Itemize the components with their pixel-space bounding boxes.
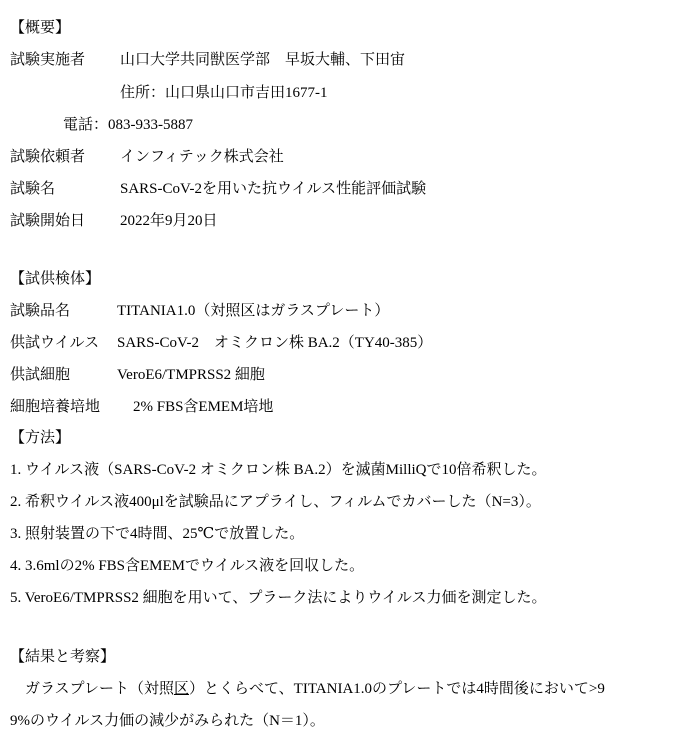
overview-row-label-3: 試験依頼者 — [10, 149, 86, 165]
specimen-row-label-2: 供試細胞 — [10, 367, 71, 383]
specimen-row-value-0: TITANIA1.0（対照区はガラスプレート） — [117, 303, 390, 319]
overview-row-value-4: SARS-CoV-2を用いた抗ウイルス性能評価試験 — [120, 181, 427, 197]
method-step-2: 3. 照射装置の下で4時間、25℃で放置した。 — [10, 526, 305, 542]
specimen-heading: 【試供検体】 — [10, 271, 101, 287]
overview-row-label-5: 試験開始日 — [10, 213, 86, 229]
specimen-row-value-3: 2% FBS含EMEM培地 — [133, 399, 274, 415]
specimen-row-label-1: 供試ウイルス — [10, 335, 100, 351]
overview-row-label-4: 試験名 — [10, 181, 56, 197]
results-text-underlined: 区 — [173, 681, 189, 697]
results-heading: 【結果と考察】 — [10, 649, 116, 665]
method-step-4: 5. VeroE6/TMPRSS2 細胞を用いて、プラーク法によりウイルス力価を測定した。 — [10, 590, 547, 606]
results-text-pre: ガラスプレート（対照 — [10, 681, 174, 697]
specimen-row-label-3: 細胞培養培地 — [10, 399, 101, 415]
specimen-row-value-2: VeroE6/TMPRSS2 細胞 — [117, 367, 265, 383]
overview-row-value-1: 住所：山口県山口市吉田1677-1 — [120, 85, 328, 101]
method-step-1: 2. 希釈ウイルス液400μlを試験品にアプライし、フィルムでカバーした（N=3）。 — [10, 494, 541, 510]
results-paragraph-line-2: 9%のウイルス力価の減少がみられた（N＝1）。 — [10, 713, 325, 729]
overview-row-label-0: 試験実施者 — [10, 52, 86, 68]
overview-row-value-0: 山口大学共同獣医学部 早坂大輔、下田宙 — [120, 52, 406, 68]
results-text-post: ）とくらべて、TITANIA1.0のプレートでは4時間後において>9 — [188, 681, 605, 697]
specimen-row-value-1: SARS-CoV-2 オミクロン株 BA.2（TY40-385） — [117, 335, 433, 351]
overview-row-value-2: 電話：083-933-5887 — [63, 117, 193, 133]
overview-row-value-5: 2022年9月20日 — [120, 213, 218, 229]
overview-row-value-3: インフィテック株式会社 — [120, 149, 284, 165]
method-step-3: 4. 3.6mlの2% FBS含EMEMでウイルス液を回収した。 — [10, 558, 365, 574]
overview-heading: 【概要】 — [10, 20, 71, 36]
specimen-row-label-0: 試験品名 — [10, 303, 71, 319]
results-paragraph-line-1 — [10, 677, 605, 698]
method-heading: 【方法】 — [10, 430, 71, 446]
method-step-0: 1. ウイルス液（SARS-CoV-2 オミクロン株 BA.2）を滅菌MilliQで10倍希釈した。 — [10, 462, 547, 478]
